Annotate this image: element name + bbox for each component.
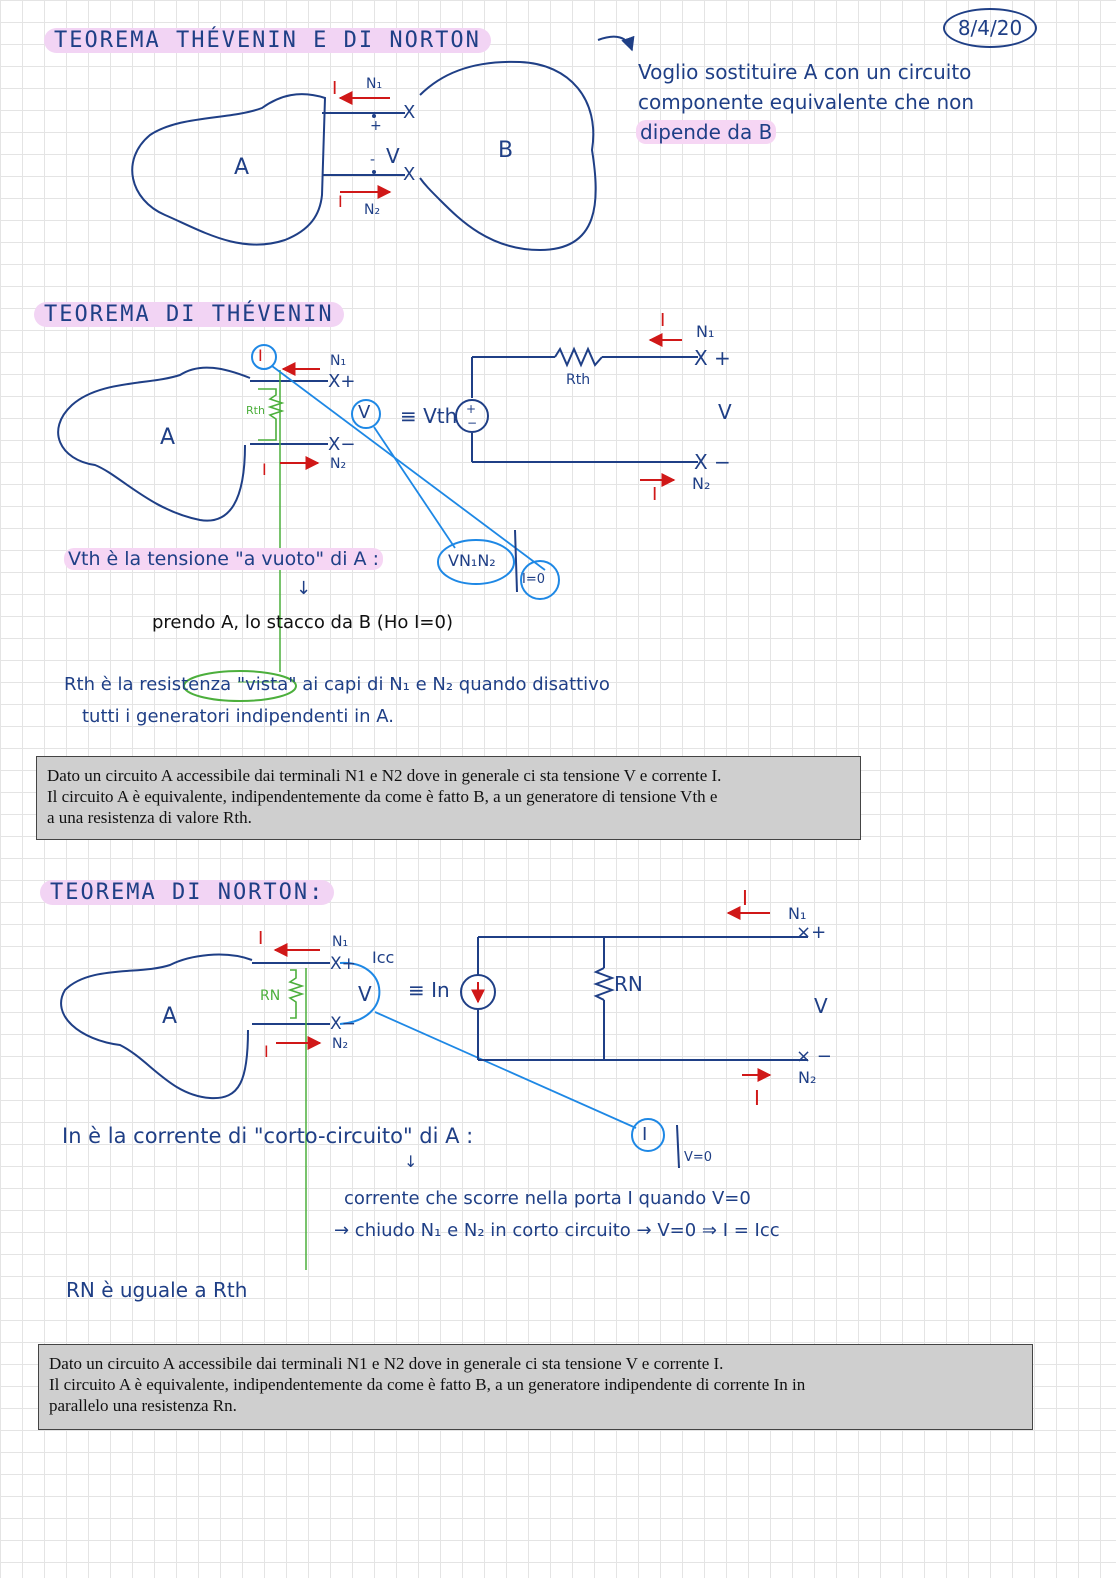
thevenin-eq-xplus: X + — [694, 346, 731, 370]
chiudo-line: → chiudo N₁ e N₂ in corto circuito → V=0 ⇒ I = Icc — [334, 1220, 780, 1241]
thevenin-box-line-3: a una resistenza di valore Rth. — [47, 808, 252, 827]
norton-box-line-2: Il circuito A è equivalente, indipendentemente da come è fatto B, a un generatore indipendente di corrente In in — [49, 1375, 806, 1394]
diagram1-node-n2: N₂ — [364, 202, 381, 218]
goal-line-3: dipende da B — [636, 120, 776, 144]
norton-summary-box — [38, 1344, 1033, 1430]
in-condition: V=0 — [684, 1150, 713, 1165]
diagram1-plus: + — [370, 118, 382, 134]
vth-definition — [64, 548, 383, 570]
diagram1-current-top: I — [332, 78, 338, 99]
date-badge: 8/4/20 — [943, 8, 1037, 48]
title-arrow — [598, 37, 632, 50]
thevenin-current-circle: I — [258, 346, 263, 365]
corrente-line: corrente che scorre nella porta I quando V=0 — [344, 1188, 751, 1209]
blob-a — [132, 94, 325, 244]
norton-label-v: V — [358, 982, 372, 1006]
diagram1-label-v: V — [386, 144, 400, 168]
thevenin-label-rth: Rth — [246, 404, 265, 417]
norton-eq-n2: N₂ — [798, 1068, 817, 1087]
norton-eq-v: V — [814, 994, 828, 1018]
rth-definition-2: tutti i generatori indipendenti in A. — [82, 706, 394, 727]
thevenin-eq-current-bottom: I — [652, 484, 658, 505]
thevenin-eq-n2: N₂ — [692, 474, 711, 493]
thevenin-label-a: A — [160, 425, 176, 450]
goal-line-2: componente equivalente che non — [638, 90, 975, 114]
thevenin-blob-a — [58, 368, 250, 521]
in-symbol: I — [642, 1124, 648, 1145]
norton-current-top: I — [258, 928, 264, 949]
norton-eq-xplus: ×+ — [796, 922, 827, 943]
thevenin-eq-rth: Rth — [566, 372, 591, 388]
thevenin-equiv: ≡ Vth — [400, 404, 458, 428]
thevenin-source-minus: − — [467, 416, 478, 430]
diagram1-minus: - — [370, 152, 376, 168]
norton-box-line-3: parallelo una resistenza Rn. — [49, 1396, 237, 1415]
thevenin-xplus: X+ — [328, 371, 356, 392]
diagram1-current-bottom: I — [338, 192, 343, 211]
diagram1-terminal-x1: X — [403, 102, 416, 123]
norton-current-bottom: I — [264, 1042, 269, 1061]
norton-node-n1: N₁ — [332, 934, 349, 950]
thevenin-node-n2: N₂ — [330, 456, 347, 472]
thevenin-eq-n1: N₁ — [696, 322, 715, 341]
norton-eq-n1: N₁ — [788, 904, 807, 923]
thevenin-eq-v: V — [718, 400, 732, 424]
thevenin-box-line-2: Il circuito A è equivalente, indipendentemente da come è fatto B, a un generatore di tensione Vth e — [47, 787, 718, 806]
diagram1-label-a: A — [234, 155, 250, 180]
thevenin-title: TEOREMA DI THÉVENIN — [34, 302, 344, 327]
in-definition: In è la corrente di "corto-circuito" di A : — [62, 1124, 474, 1148]
norton-eq-current-bottom: I — [754, 1086, 760, 1110]
thevenin-current-bottom: I — [262, 460, 267, 479]
diagram1-node-n1: N₁ — [366, 76, 383, 92]
thevenin-eq-xminus: X − — [694, 450, 731, 474]
thevenin-summary-box — [36, 756, 861, 840]
norton-node-n2: N₂ — [332, 1036, 349, 1052]
diagram1-label-b: B — [498, 138, 514, 163]
thevenin-eq-current-top: I — [660, 310, 666, 331]
thevenin-node-n1: N₁ — [330, 353, 347, 369]
diagram1-terminal-x2: X — [403, 164, 416, 185]
norton-blob-a — [61, 955, 252, 1099]
rth-definition-1: Rth è la resistenza "vista" ai capi di N₁ e N₂ quando disattivo — [64, 674, 610, 695]
norton-eq-xminus: × − — [796, 1046, 832, 1067]
thevenin-xminus: X− — [328, 434, 356, 455]
goal-line-1: Voglio sostituire A con un circuito — [638, 60, 972, 84]
norton-title: TEOREMA DI NORTON: — [40, 880, 334, 905]
vth-condition: I=0 — [522, 572, 545, 587]
norton-eq-current-top: I — [742, 886, 748, 910]
rn-equals-rth: RN è uguale a Rth — [66, 1278, 248, 1302]
norton-label-rn: RN — [260, 988, 281, 1004]
in-arrow: ↓ — [404, 1152, 418, 1171]
norton-xplus: X+ — [330, 954, 356, 974]
vth-symbol: VN₁N₂ — [448, 551, 496, 570]
norton-box-line-1: Dato un circuito A accessibile dai terminali N1 e N2 dove in generale ci sta tensione V e corrente I. — [49, 1354, 724, 1373]
page-title: TEOREMA THÉVENIN E DI NORTON — [44, 28, 491, 53]
norton-equiv: ≡ In — [408, 978, 450, 1002]
thevenin-voltage-circle: V — [358, 402, 371, 423]
vth-def-text: Vth è la tensione "a vuoto" di A : — [64, 548, 383, 570]
prendo-line: prendo A, lo stacco da B (Ho I=0) — [152, 612, 453, 633]
thevenin-source-plus: + — [466, 402, 477, 416]
norton-xminus: X− — [330, 1014, 356, 1034]
thevenin-box-line-1: Dato un circuito A accessibile dai terminali N1 e N2 dove in generale ci sta tensione V e corrente I. — [47, 766, 722, 785]
norton-label-a: A — [162, 1004, 178, 1029]
rn-resistor-inner — [290, 970, 302, 1018]
norton-eq-rn: RN — [614, 972, 643, 996]
norton-label-icc: Icc — [372, 948, 395, 967]
vth-arrow: ↓ — [296, 578, 312, 599]
